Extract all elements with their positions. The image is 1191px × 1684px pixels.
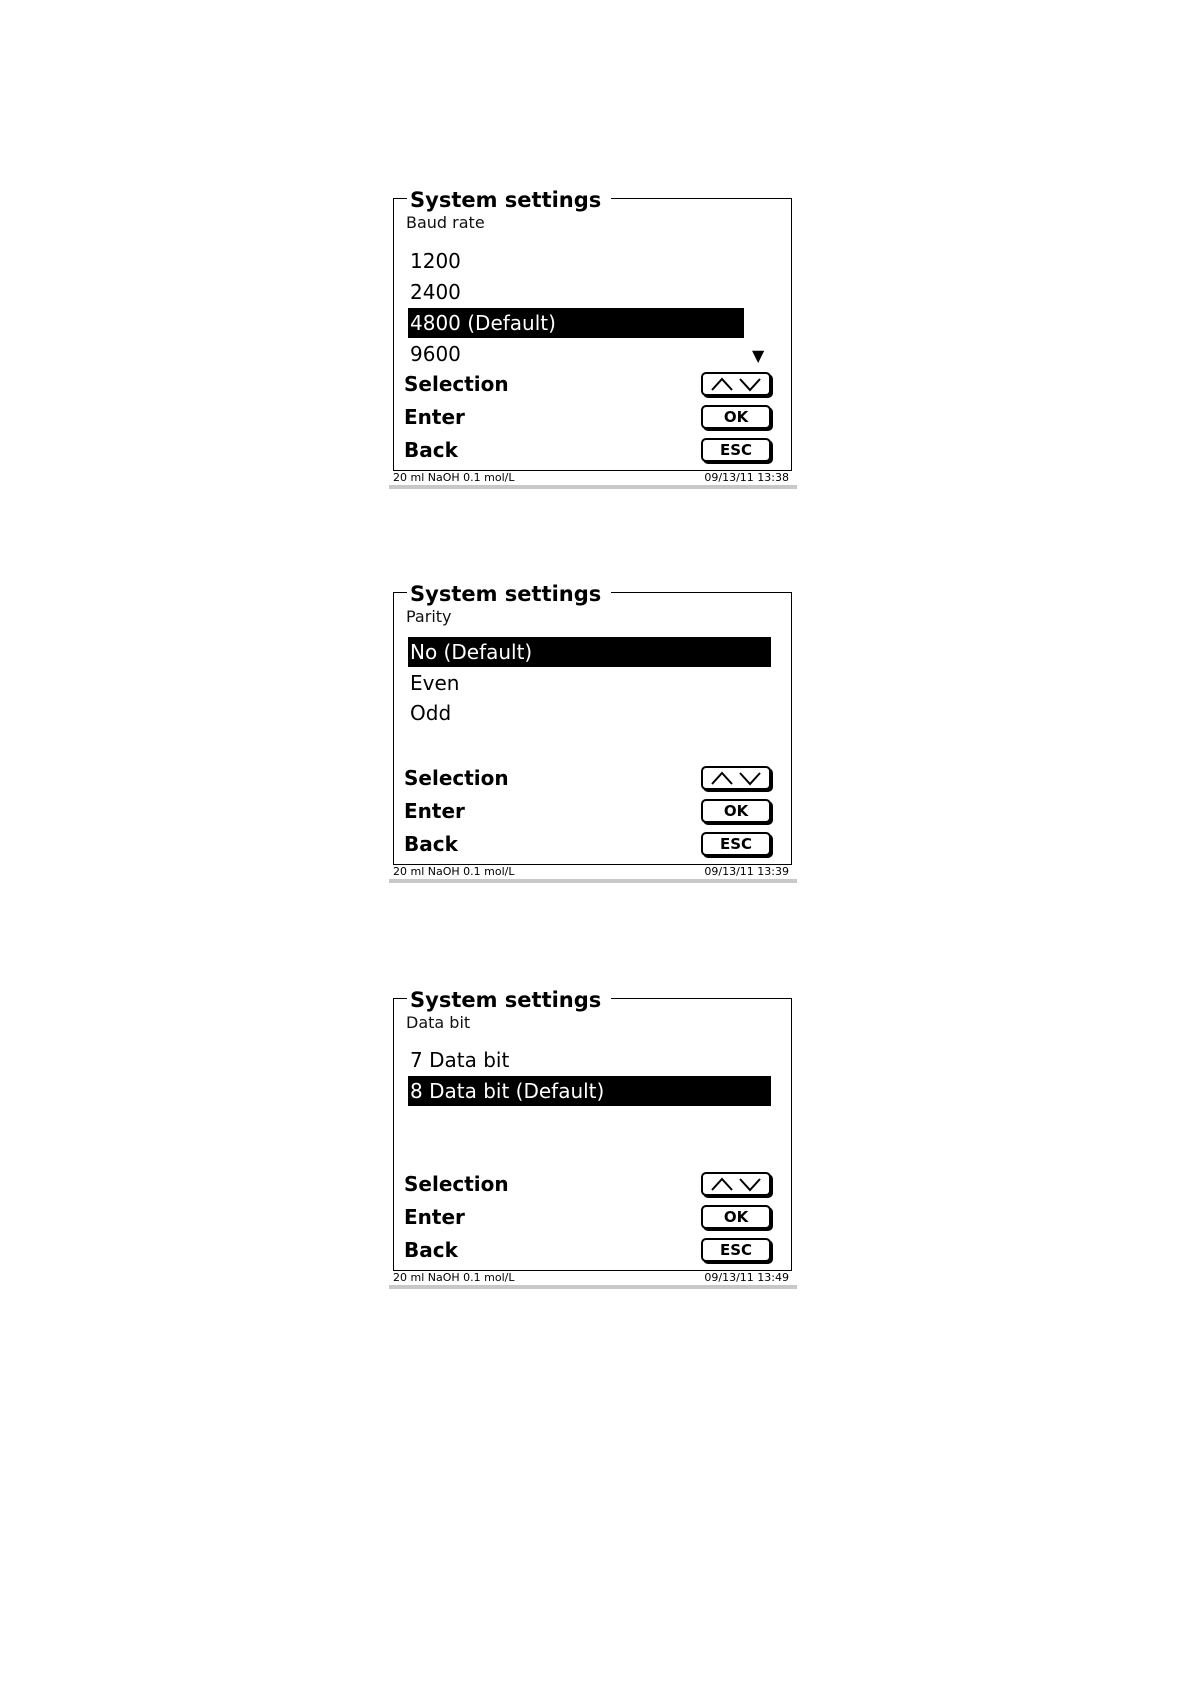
data-bit-screen: [388, 988, 797, 1289]
scroll-down-icon: ▼: [752, 346, 765, 365]
dialog-subtitle: Baud rate: [406, 213, 485, 232]
esc-button[interactable]: ESC: [701, 832, 771, 856]
enter-label: Enter: [404, 1205, 465, 1229]
ok-button[interactable]: OK: [701, 1205, 771, 1229]
selection-label: Selection: [404, 766, 509, 790]
option-1200[interactable]: 1200: [410, 249, 461, 273]
option-9600[interactable]: 9600: [410, 342, 461, 366]
status-method: 20 ml NaOH 0.1 mol/L: [393, 471, 515, 484]
status-bar: [388, 471, 797, 485]
enter-label: Enter: [404, 799, 465, 823]
dialog-subtitle: Data bit: [406, 1013, 471, 1032]
option-even[interactable]: Even: [410, 671, 460, 695]
selection-label: Selection: [404, 372, 509, 396]
up-down-arrows-icon: [708, 770, 764, 786]
status-method: 20 ml NaOH 0.1 mol/L: [393, 865, 515, 878]
back-label: Back: [404, 1238, 458, 1262]
dialog-subtitle: Parity: [406, 607, 452, 626]
dialog-title: System settings: [407, 582, 611, 606]
status-bar-underline: [389, 485, 797, 489]
esc-button[interactable]: ESC: [701, 438, 771, 462]
ok-button[interactable]: OK: [701, 799, 771, 823]
option-no-default[interactable]: No (Default): [408, 637, 771, 667]
back-label: Back: [404, 438, 458, 462]
up-down-arrows-icon: [708, 1176, 764, 1192]
status-bar: [388, 1271, 797, 1285]
dialog-title: System settings: [407, 188, 611, 212]
back-label: Back: [404, 832, 458, 856]
parity-screen: [388, 582, 797, 883]
status-bar-underline: [389, 1285, 797, 1289]
dialog-frame: [393, 998, 792, 1271]
status-datetime: 09/13/11 13:39: [704, 865, 789, 878]
option-2400[interactable]: 2400: [410, 280, 461, 304]
ok-button[interactable]: OK: [701, 405, 771, 429]
status-bar-underline: [389, 879, 797, 883]
baud-rate-screen: [388, 188, 797, 489]
status-datetime: 09/13/11 13:38: [704, 471, 789, 484]
option-odd[interactable]: Odd: [410, 701, 452, 725]
enter-label: Enter: [404, 405, 465, 429]
status-method: 20 ml NaOH 0.1 mol/L: [393, 1271, 515, 1284]
esc-button[interactable]: ESC: [701, 1238, 771, 1262]
option-8-data-bit-default[interactable]: 8 Data bit (Default): [408, 1076, 771, 1106]
dialog-title: System settings: [407, 988, 611, 1012]
option-7-data-bit[interactable]: 7 Data bit: [410, 1048, 510, 1072]
selection-arrows-button[interactable]: [701, 372, 771, 396]
selection-arrows-button[interactable]: [701, 1172, 771, 1196]
selection-label: Selection: [404, 1172, 509, 1196]
up-down-arrows-icon: [708, 376, 764, 392]
option-4800-default[interactable]: 4800 (Default): [408, 308, 744, 338]
status-bar: [388, 865, 797, 879]
status-datetime: 09/13/11 13:49: [704, 1271, 789, 1284]
selection-arrows-button[interactable]: [701, 766, 771, 790]
dialog-frame: [393, 592, 792, 865]
